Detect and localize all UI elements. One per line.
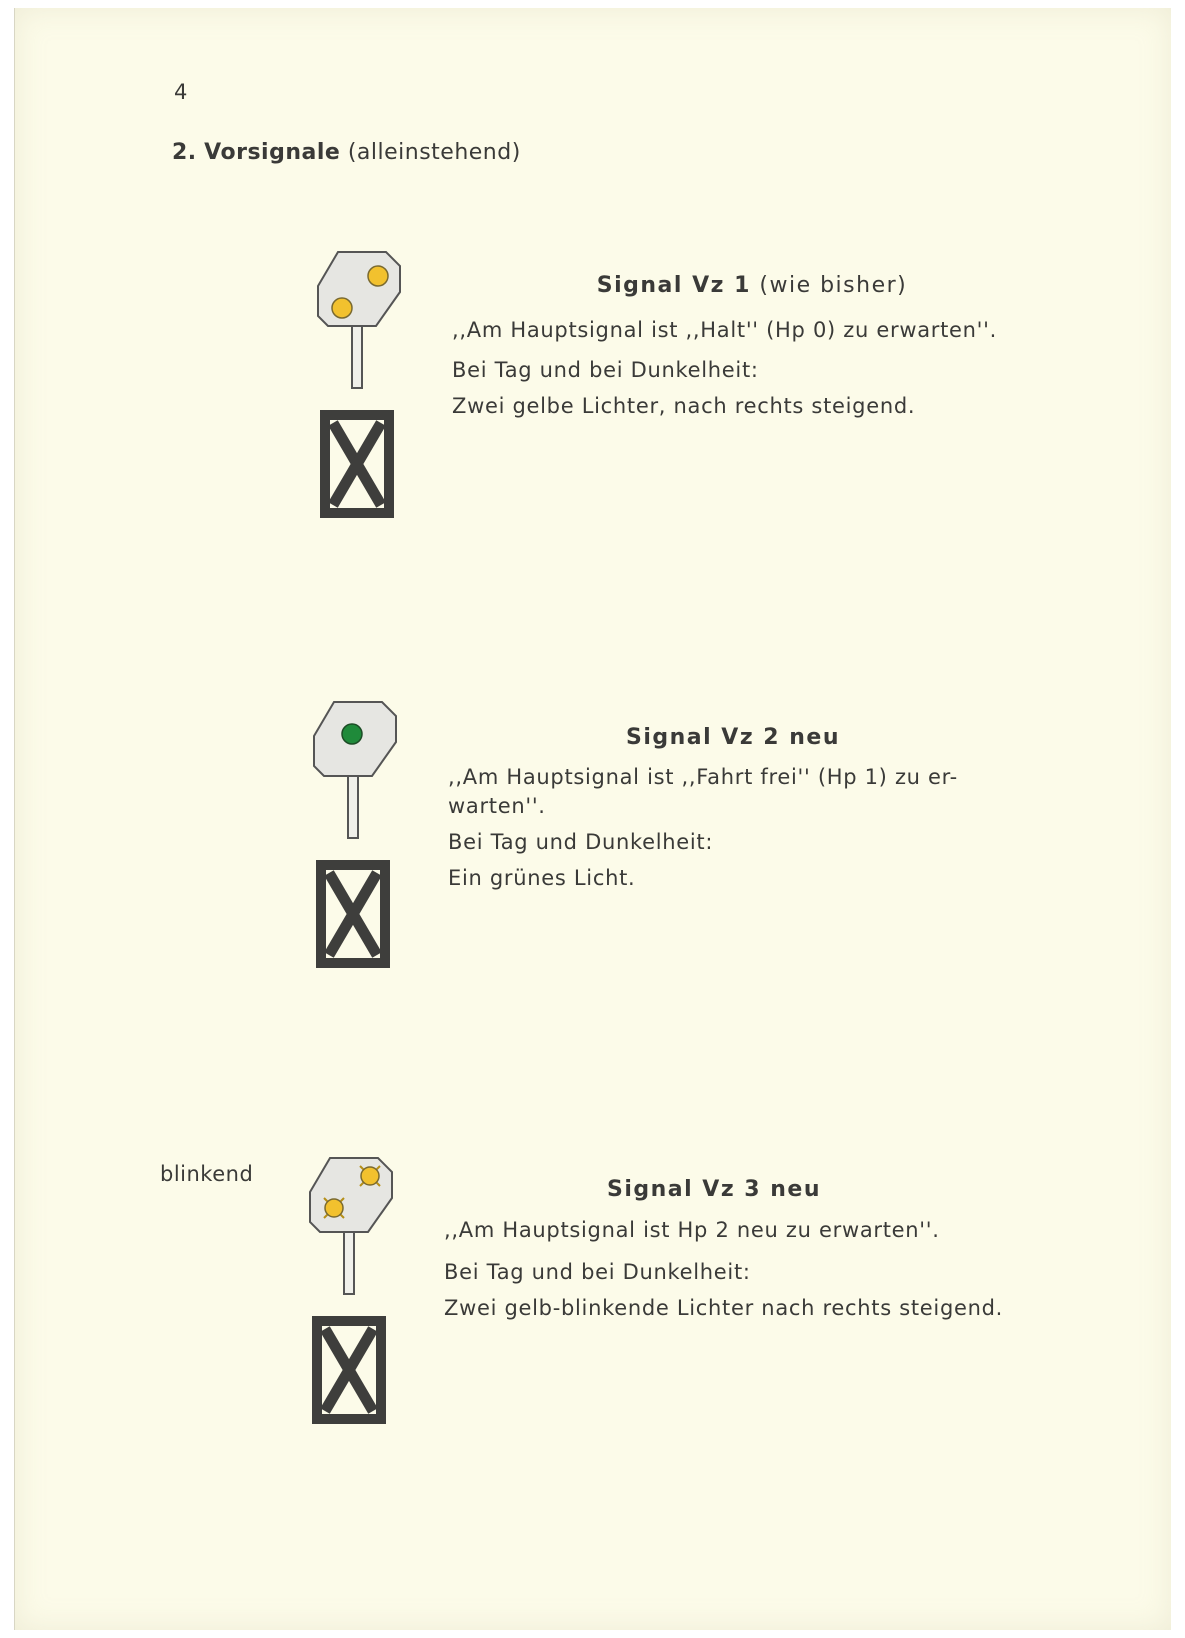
blinking-label: blinkend <box>160 1162 254 1186</box>
signal-mast <box>352 326 362 388</box>
signal-vz3-condition: Bei Tag und bei Dunkelheit: <box>444 1260 751 1284</box>
signal-vz2-condition: Bei Tag und Dunkelheit: <box>448 830 714 854</box>
page-number: 4 <box>174 80 188 104</box>
signal-vz3-title <box>444 1172 1064 1208</box>
signal-vz3-name: Signal Vz 3 neu <box>606 1177 822 1202</box>
yellow-light-upper <box>368 266 388 286</box>
signal-vz3-lights: Zwei gelb-blinkende Lichter nach rechts steigend. <box>444 1296 1004 1320</box>
signal-vz1-title <box>452 268 1052 304</box>
signal-vz2-description <box>448 720 1018 896</box>
signal-vz1-icon <box>316 250 408 522</box>
signal-vz2-title <box>448 720 1018 756</box>
signal-vz2-meaning-cont: warten''. <box>448 794 546 818</box>
signal-vz1-name: Signal Vz 1 <box>596 273 751 298</box>
signal-vz1-condition: Bei Tag und bei Dunkelheit: <box>452 358 759 382</box>
signal-vz1-suffix: (wie bisher) <box>759 273 908 298</box>
signal-vz2-icon <box>312 700 404 972</box>
section-title: Vorsignale <box>204 140 341 165</box>
signal-vz2-meaning: ,,Am Hauptsignal ist ,,Fahrt frei'' (Hp 1) zu er- <box>448 765 958 789</box>
signal-vz2-name: Signal Vz 2 neu <box>625 725 841 750</box>
section-subtitle: (alleinstehend) <box>347 140 521 165</box>
signal-vz1-description <box>452 268 1052 424</box>
yellow-light-lower <box>332 298 352 318</box>
green-light <box>342 724 362 744</box>
signal-mast <box>348 776 358 838</box>
signal-vz1-lights: Zwei gelbe Lichter, nach rechts steigend. <box>452 394 916 418</box>
signal-vz3-description <box>444 1172 1064 1326</box>
section-number: 2. <box>172 140 197 165</box>
signal-mast <box>344 1232 354 1294</box>
signal-vz3-icon <box>308 1156 400 1428</box>
signal-vz1-meaning: ,,Am Hauptsignal ist ,,Halt'' (Hp 0) zu erwarten''. <box>452 318 998 342</box>
signal-vz2-lights: Ein grünes Licht. <box>448 866 636 890</box>
section-heading <box>172 140 521 165</box>
signal-vz3-meaning: ,,Am Hauptsignal ist Hp 2 neu zu erwarten''. <box>444 1218 940 1242</box>
